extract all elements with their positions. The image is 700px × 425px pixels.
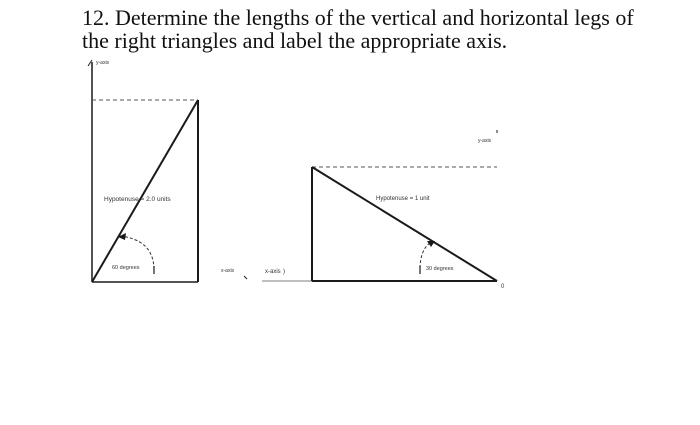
left-hypotenuse xyxy=(92,100,198,282)
question-line-2: the right triangles and label the appropriate axis. xyxy=(82,28,508,53)
x-axis-bracket: ) xyxy=(283,269,285,275)
x-axis-label-right: x-axis xyxy=(265,269,281,275)
right-triangle-group xyxy=(312,130,505,290)
left-triangle-group xyxy=(88,60,198,282)
right-hypotenuse-label: Hypotenuse = 1 unit xyxy=(376,196,430,202)
x-axis-group xyxy=(221,268,312,281)
x-axis-tick-left xyxy=(244,276,247,279)
right-hypotenuse xyxy=(312,167,497,281)
right-origin-label: 0 xyxy=(501,284,505,290)
right-y-axis-label: y-axis xyxy=(478,138,492,144)
right-angle-label: 30 degrees xyxy=(426,266,454,272)
x-axis-label-left: x-axis xyxy=(221,268,235,274)
left-angle-label: 60 degrees xyxy=(112,265,140,271)
left-y-axis-label: y-axis xyxy=(96,60,110,66)
question-line-1: 12. Determine the lengths of the vertical and horizontal legs of xyxy=(82,5,634,30)
left-hypotenuse-label: Hypotenuse = 2.0 units xyxy=(104,196,171,203)
